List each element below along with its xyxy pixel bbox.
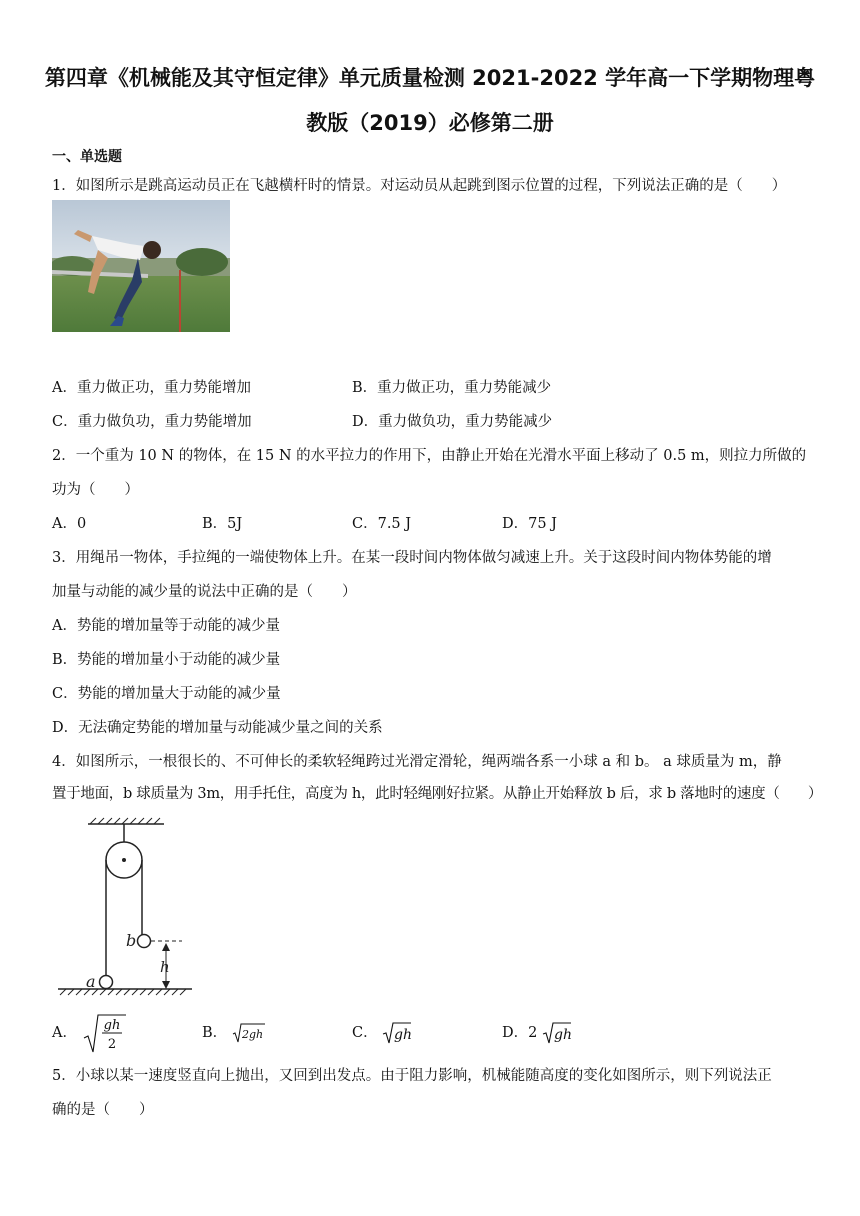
q2-stem-line-2: 功为（ ） bbox=[52, 482, 139, 498]
pulley-diagram bbox=[52, 812, 202, 1002]
sqrt-formula bbox=[382, 1021, 412, 1045]
q1-option-a: A．重力做正功，重力势能增加 bbox=[52, 380, 251, 396]
q1-option-d: D．重力做负功，重力势能减少 bbox=[352, 414, 553, 430]
q2-option-c: C．7.5 J bbox=[352, 516, 412, 532]
section-heading: 一、单选题 bbox=[52, 149, 122, 165]
sqrt-expression: 2gh bbox=[241, 1028, 263, 1041]
q3-option-b: B．势能的增加量小于动能的减少量 bbox=[52, 652, 281, 668]
sqrt-formula bbox=[232, 1022, 266, 1044]
q3-option-d: D．无法确定势能的增加量与动能减少量之间的关系 bbox=[52, 720, 383, 736]
sqrt-formula bbox=[542, 1021, 572, 1045]
diagram-label-b: b bbox=[126, 931, 137, 950]
fraction-denominator: 2 bbox=[107, 1037, 116, 1052]
sqrt-expression: gh bbox=[553, 1027, 572, 1043]
q3-option-c: C．势能的增加量大于动能的减少量 bbox=[52, 686, 281, 702]
q4-option-c bbox=[352, 1021, 412, 1045]
q4-option-a bbox=[52, 1012, 128, 1054]
sqrt-fraction-formula bbox=[82, 1012, 128, 1054]
document-title-line-1: 第四章《机械能及其守恒定律》单元质量检测 2021-2022 学年高一下学期物理粤 bbox=[44, 66, 816, 90]
document-title-line-2: 教版（2019）必修第二册 bbox=[306, 111, 554, 135]
q4-option-b bbox=[202, 1021, 266, 1044]
q2-option-d: D．75 J bbox=[502, 516, 557, 532]
q3-option-a: A．势能的增加量等于动能的减少量 bbox=[52, 618, 280, 634]
q4-option-b-prefix: B． bbox=[202, 1025, 228, 1041]
fraction-numerator: gh bbox=[103, 1018, 120, 1033]
q4-option-a-prefix: A． bbox=[52, 1025, 77, 1041]
diagram-label-a: a bbox=[86, 972, 96, 991]
q2-stem-line-1: 2．一个重为 10 N 的物体，在 15 N 的水平拉力的作用下，由静止开始在光滑水平面上移动了 0.5 m，则拉力所做的 bbox=[52, 448, 807, 464]
q5-stem-line-1: 5．小球以某一速度竖直向上抛出，又回到出发点。由于阻力影响，机械能随高度的变化如图所示，则下列说法正 bbox=[52, 1068, 772, 1084]
q5-stem-line-2: 确的是（ ） bbox=[52, 1102, 154, 1118]
diagram-label-h: h bbox=[160, 958, 170, 976]
q4-option-d bbox=[502, 1021, 572, 1045]
q4-option-c-prefix: C． bbox=[352, 1025, 378, 1041]
q4-stem-line-1: 4．如图所示，一根很长的、不可伸长的柔软轻绳跨过光滑定滑轮，绳两端各系一小球 a 和 b。 a 球质量为 m，静 bbox=[52, 754, 782, 770]
q3-stem-line-2: 加量与动能的减少量的说法中正确的是（ ） bbox=[52, 584, 357, 600]
coefficient: 2 bbox=[528, 1025, 538, 1041]
q1-option-b: B．重力做正功，重力势能减少 bbox=[352, 380, 552, 396]
q3-stem-line-1: 3．用绳吊一物体，手拉绳的一端使物体上升。在某一段时间内物体做匀减速上升。关于这段时间内物体势能的增 bbox=[52, 550, 772, 566]
sqrt-expression: gh bbox=[394, 1027, 413, 1043]
q1-stem: 1．如图所示是跳高运动员正在飞越横杆时的情景。对运动员从起跳到图示位置的过程，下列说法正确的是（ ） bbox=[52, 178, 787, 194]
q4-stem-line-2: 置于地面，b 球质量为 3m，用手托住，高度为 h，此时轻绳刚好拉紧。从静止开始释放 b 后，求 b 落地时的速度（ ） bbox=[52, 786, 823, 802]
high-jump-photo bbox=[52, 200, 230, 332]
q4-option-d-prefix: D． bbox=[502, 1025, 529, 1041]
q1-option-c: C．重力做负功，重力势能增加 bbox=[52, 414, 252, 430]
q2-option-b: B．5J bbox=[202, 516, 243, 532]
q2-option-a: A．0 bbox=[52, 516, 87, 532]
